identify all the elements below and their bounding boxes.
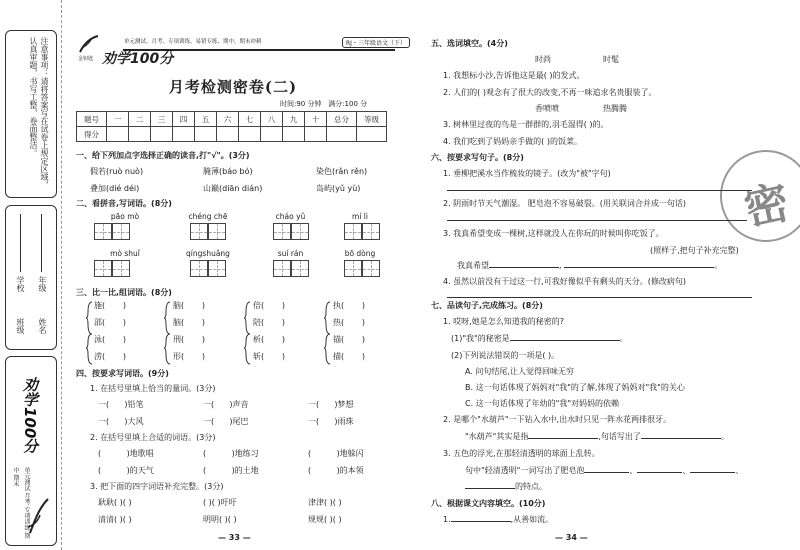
idiom-item[interactable]: 耿耿( )( ) (98, 498, 132, 507)
section-2-title: 二、看拼音,写词语。(8分) (76, 199, 172, 208)
question-text: 3. 五色的浮光,在那轻清透明的球面上乱转。 (443, 449, 600, 458)
score-header: 八 (261, 112, 283, 127)
tianzige-box[interactable] (94, 223, 112, 240)
compare-item[interactable]: 执( ) (333, 301, 366, 310)
idiom-item[interactable]: 明明( )( ) (203, 515, 237, 524)
option-c[interactable]: C. 这一句话体现了年幼的"我"对妈妈的依赖 (465, 399, 620, 408)
compare-item[interactable]: 涝( ) (94, 352, 127, 361)
score-cell[interactable] (151, 127, 173, 142)
tianzige-box[interactable] (190, 260, 208, 277)
idiom-item[interactable]: ( )( )吁吁 (203, 498, 237, 507)
question-text: 4. 虽然以前没有干过这一行,可我好像似乎有剩头的天分。(修改病句) (443, 277, 686, 286)
page-34 (425, 0, 795, 550)
pinyin-group (330, 249, 390, 277)
question-text: 1. 垂柳把溪水当作梳妆的镜子。(改为"被"字句) (443, 169, 611, 178)
grade-badge: RJ・三年级语文（下） (342, 37, 410, 48)
question-text[interactable]: 3. 树林里过夜的鸟是一群群的,羽毛湿得( )的。 (443, 120, 609, 129)
pronounce-item[interactable]: 岛屿(yǔ yù) (316, 184, 361, 193)
compare-item[interactable]: 脑( ) (173, 301, 206, 310)
measure-word-item[interactable]: 一( )声音 (203, 400, 249, 409)
compare-item[interactable]: 描( ) (333, 352, 366, 361)
fill-word-item[interactable]: ( )地躲闪 (308, 449, 364, 458)
question-text: 3. 我真希望变成一棵树,这样就没人在你玩的时候叫你吃饭了。 (443, 229, 664, 238)
compare-item[interactable]: 锚( ) (333, 335, 366, 344)
section-7-title: 七、品读句子,完成练习。(8分) (431, 301, 543, 310)
word-option: 时尚 (535, 55, 551, 64)
option-a[interactable]: A. 问句结尾,让人觉得回味无穷 (465, 367, 574, 376)
pinyin-group (90, 212, 160, 240)
question-text: 3. 把下面的四字词语补充完整。(3分) (90, 482, 224, 491)
score-cell[interactable] (261, 127, 283, 142)
idiom-item[interactable]: 清清( )( ) (98, 515, 132, 524)
tianzige-box[interactable] (344, 223, 362, 240)
header-rule (123, 49, 395, 51)
brand-box (5, 356, 57, 546)
score-cell[interactable] (217, 127, 239, 142)
score-cell[interactable] (327, 127, 357, 142)
tianzige-box[interactable] (291, 223, 309, 240)
question-text[interactable]: 2. 人们的( )观念有了很大的改变,不再一味追求名贵服装了。 (443, 88, 657, 97)
score-header: 总分 (327, 112, 357, 127)
question-text: 1. 在括号里填上恰当的量词。(3分) (90, 384, 216, 393)
compare-item[interactable]: 施( ) (94, 301, 127, 310)
name-label: 姓名 (38, 318, 47, 334)
score-cell[interactable] (305, 127, 327, 142)
answer-line[interactable] (447, 190, 752, 191)
measure-word-item[interactable]: 一( )大风 (98, 417, 144, 426)
compare-item[interactable]: 析( ) (253, 335, 286, 344)
section-4-title: 四、按要求写词语。(9分) (76, 369, 169, 378)
pinyin-group (330, 212, 390, 240)
score-header: 二 (129, 112, 151, 127)
logo-text: 金钥匙 (78, 56, 94, 62)
score-row (77, 127, 387, 142)
pinyin-label: mò shuǐ (110, 249, 140, 258)
fill-sentence[interactable]: 我真希望 , 。 (457, 261, 723, 270)
pronounce-item[interactable]: 假若(ruò nuò) (90, 167, 144, 176)
fill-word-item[interactable]: ( )的土地 (203, 466, 259, 475)
binding-strip (0, 0, 62, 550)
score-header-row (77, 112, 387, 127)
exam-full-score: 满分:100 分 (328, 100, 368, 108)
section-5-title: 五、选词填空。(4分) (431, 39, 508, 48)
word-option: 香喷喷 (535, 104, 559, 113)
score-cell[interactable] (173, 127, 195, 142)
score-cell[interactable] (283, 127, 305, 142)
option-b[interactable]: B. 这一句话体现了妈妈对"我"的了解,体现了妈妈对"我"的关心 (465, 383, 685, 392)
tianzige-box[interactable] (112, 260, 130, 277)
class-label: 班级 (16, 318, 25, 334)
brand-slogan: 单元测试 月考 专项训练 期中 期末 (12, 467, 30, 539)
score-cell[interactable] (195, 127, 217, 142)
score-cell[interactable] (239, 127, 261, 142)
pronounce-item[interactable]: 染色(rǎn rěn) (316, 167, 368, 176)
sub-question[interactable]: (1)"我"的秘密是 。 (451, 334, 628, 343)
grade-label: 年级 (38, 276, 47, 292)
compare-item[interactable]: 陪( ) (253, 318, 286, 327)
tianzige-box[interactable] (208, 223, 226, 240)
compare-item[interactable]: 邵( ) (94, 318, 127, 327)
idiom-item[interactable]: 津津( )( ) (308, 498, 342, 507)
tianzige-box[interactable] (190, 223, 208, 240)
score-cell[interactable] (107, 127, 129, 142)
tianzige-box[interactable] (273, 260, 291, 277)
score-header: 九 (283, 112, 305, 127)
fill-word-item[interactable]: ( )地练习 (203, 449, 259, 458)
question-text: 2. 在括号里填上合适的词语。(3分) (90, 433, 216, 442)
compare-item[interactable]: 形( ) (173, 352, 206, 361)
question-text: 2. 是哪个"水葫芦"一下钻入水中,出水时只见一阵水花两排很牙。 (443, 415, 672, 424)
pinyin-group (253, 212, 328, 240)
fill-word-item[interactable]: ( )地歌唱 (98, 449, 154, 458)
compare-item[interactable]: 热( ) (333, 318, 366, 327)
question-text: 2. 阴雨时节天气潮湿。 肥皂泡不容易破裂。(用关联词合并成一句话) (443, 199, 686, 208)
page-number: — 33 — (218, 533, 251, 542)
student-info-box (5, 205, 57, 350)
series-text: 单元测试、月考、专项训练、易错专练、期中、期末冲刺 (124, 39, 262, 45)
key-logo-icon (26, 497, 50, 537)
brand-vertical: 劝学100分 (21, 377, 39, 454)
tianzige-box[interactable] (273, 223, 291, 240)
compare-item[interactable]: 刑( ) (173, 335, 206, 344)
pinyin-group (168, 249, 248, 277)
sub-question: (2)下列说法错误的一项是( )。 (451, 351, 560, 360)
score-header: 七 (239, 112, 261, 127)
question-text: 1. 哎呀,她是怎么知道我的秘密的? (443, 317, 564, 326)
measure-word-item[interactable]: 一( )尾巴 (203, 417, 249, 426)
pinyin-label: bō dòng (344, 249, 376, 258)
tianzige-box[interactable] (208, 260, 226, 277)
score-header: 六 (217, 112, 239, 127)
page-number: — 34 — (555, 533, 588, 542)
score-header: 等级 (357, 112, 387, 127)
compare-item[interactable]: 倍( ) (253, 301, 286, 310)
fill-word-item[interactable]: ( )的本领 (308, 466, 364, 475)
pinyin-group (90, 249, 160, 277)
key-logo-icon (78, 34, 100, 54)
pinyin-label: suí rán (277, 249, 304, 258)
instruction-text: 注意事项：请将答案写在试卷上规定区域，认真审题，书写工整，卷面整洁。 (29, 37, 49, 189)
section-6-title: 六、按要求写句子。(8分) (431, 153, 524, 162)
score-header: 十 (305, 112, 327, 127)
fill-word-item[interactable]: ( )的天气 (98, 466, 154, 475)
instruction-box (5, 30, 57, 198)
pinyin-label: cháo yǔ (275, 212, 306, 221)
pinyin-label: chéng chē (188, 212, 228, 221)
sub-question[interactable]: "水葫芦"其实是指 ,句话写出了 。 (465, 432, 729, 441)
score-header: 三 (151, 112, 173, 127)
score-header: 一 (107, 112, 129, 127)
section-8-title: 八、根据课文内容填空。(10分) (431, 499, 546, 508)
sub-question[interactable]: 的特点。 (465, 481, 547, 492)
school-label: 学校 (16, 276, 25, 292)
question-text[interactable]: 1. 我想标小沙,告诉他这是最( )的发式。 (443, 71, 585, 80)
pinyin-label: pāo mò (110, 212, 140, 221)
section-1-title: 一、给下列加点字选择正确的读音,打"√"。(3分) (76, 151, 250, 160)
question-note: (照样子,把句子补充完整) (650, 246, 739, 255)
fill-sentence[interactable]: 1. ,从善如流。 (443, 515, 554, 524)
score-row-label: 得分 (77, 127, 107, 142)
pinyin-group (168, 212, 248, 240)
tianzige-box[interactable] (362, 223, 380, 240)
page-33 (68, 0, 406, 550)
pinyin-label: mí lì (352, 212, 368, 221)
pronounce-item[interactable]: 腌薄(báo bó) (203, 167, 253, 176)
sub-question[interactable]: 句中"轻清透明"一词写出了肥皂泡 、 、 、 (465, 466, 744, 475)
section-3-title: 三、比一比,组词语。(8分) (76, 288, 172, 297)
score-header: 题号 (77, 112, 107, 127)
tianzige-box[interactable] (362, 260, 380, 277)
tianzige-box[interactable] (291, 260, 309, 277)
brand-name: 劝学100分 (102, 51, 174, 67)
pinyin-group (253, 249, 328, 277)
pinyin-label: qíngshuǎng (186, 249, 230, 258)
compare-item[interactable]: 脑( ) (173, 318, 206, 327)
measure-word-item[interactable]: 一( )铅笔 (98, 400, 144, 409)
pronounce-item[interactable]: 山巅(diān dián) (203, 184, 263, 193)
score-header: 四 (173, 112, 195, 127)
question-text[interactable]: 4. 我们吃到了妈妈亲手做的( )的饭菜。 (443, 137, 582, 146)
word-option: 热腾腾 (603, 104, 627, 113)
exam-title: 月考检测密卷(二) (168, 78, 298, 96)
exam-meta (280, 99, 367, 109)
answer-line[interactable] (447, 297, 752, 298)
score-cell[interactable] (357, 127, 387, 142)
score-cell[interactable] (129, 127, 151, 142)
compare-item[interactable]: 泳( ) (94, 335, 127, 344)
tianzige-box[interactable] (94, 260, 112, 277)
score-header: 五 (195, 112, 217, 127)
measure-word-item[interactable]: 一( )梦想 (308, 400, 354, 409)
pronounce-item[interactable]: 叠加(dié déi) (90, 184, 140, 193)
idiom-item[interactable]: 规规( )( ) (308, 515, 342, 524)
score-table (76, 111, 387, 142)
tianzige-box[interactable] (344, 260, 362, 277)
answer-line[interactable] (447, 220, 747, 221)
tianzige-box[interactable] (112, 223, 130, 240)
secret-stamp: 密 (720, 150, 800, 242)
word-option: 时髦 (603, 55, 619, 64)
measure-word-item[interactable]: 一( )雨珠 (308, 417, 354, 426)
compare-item[interactable]: 斩( ) (253, 352, 286, 361)
exam-time: 时间:90 分钟 (280, 100, 322, 108)
